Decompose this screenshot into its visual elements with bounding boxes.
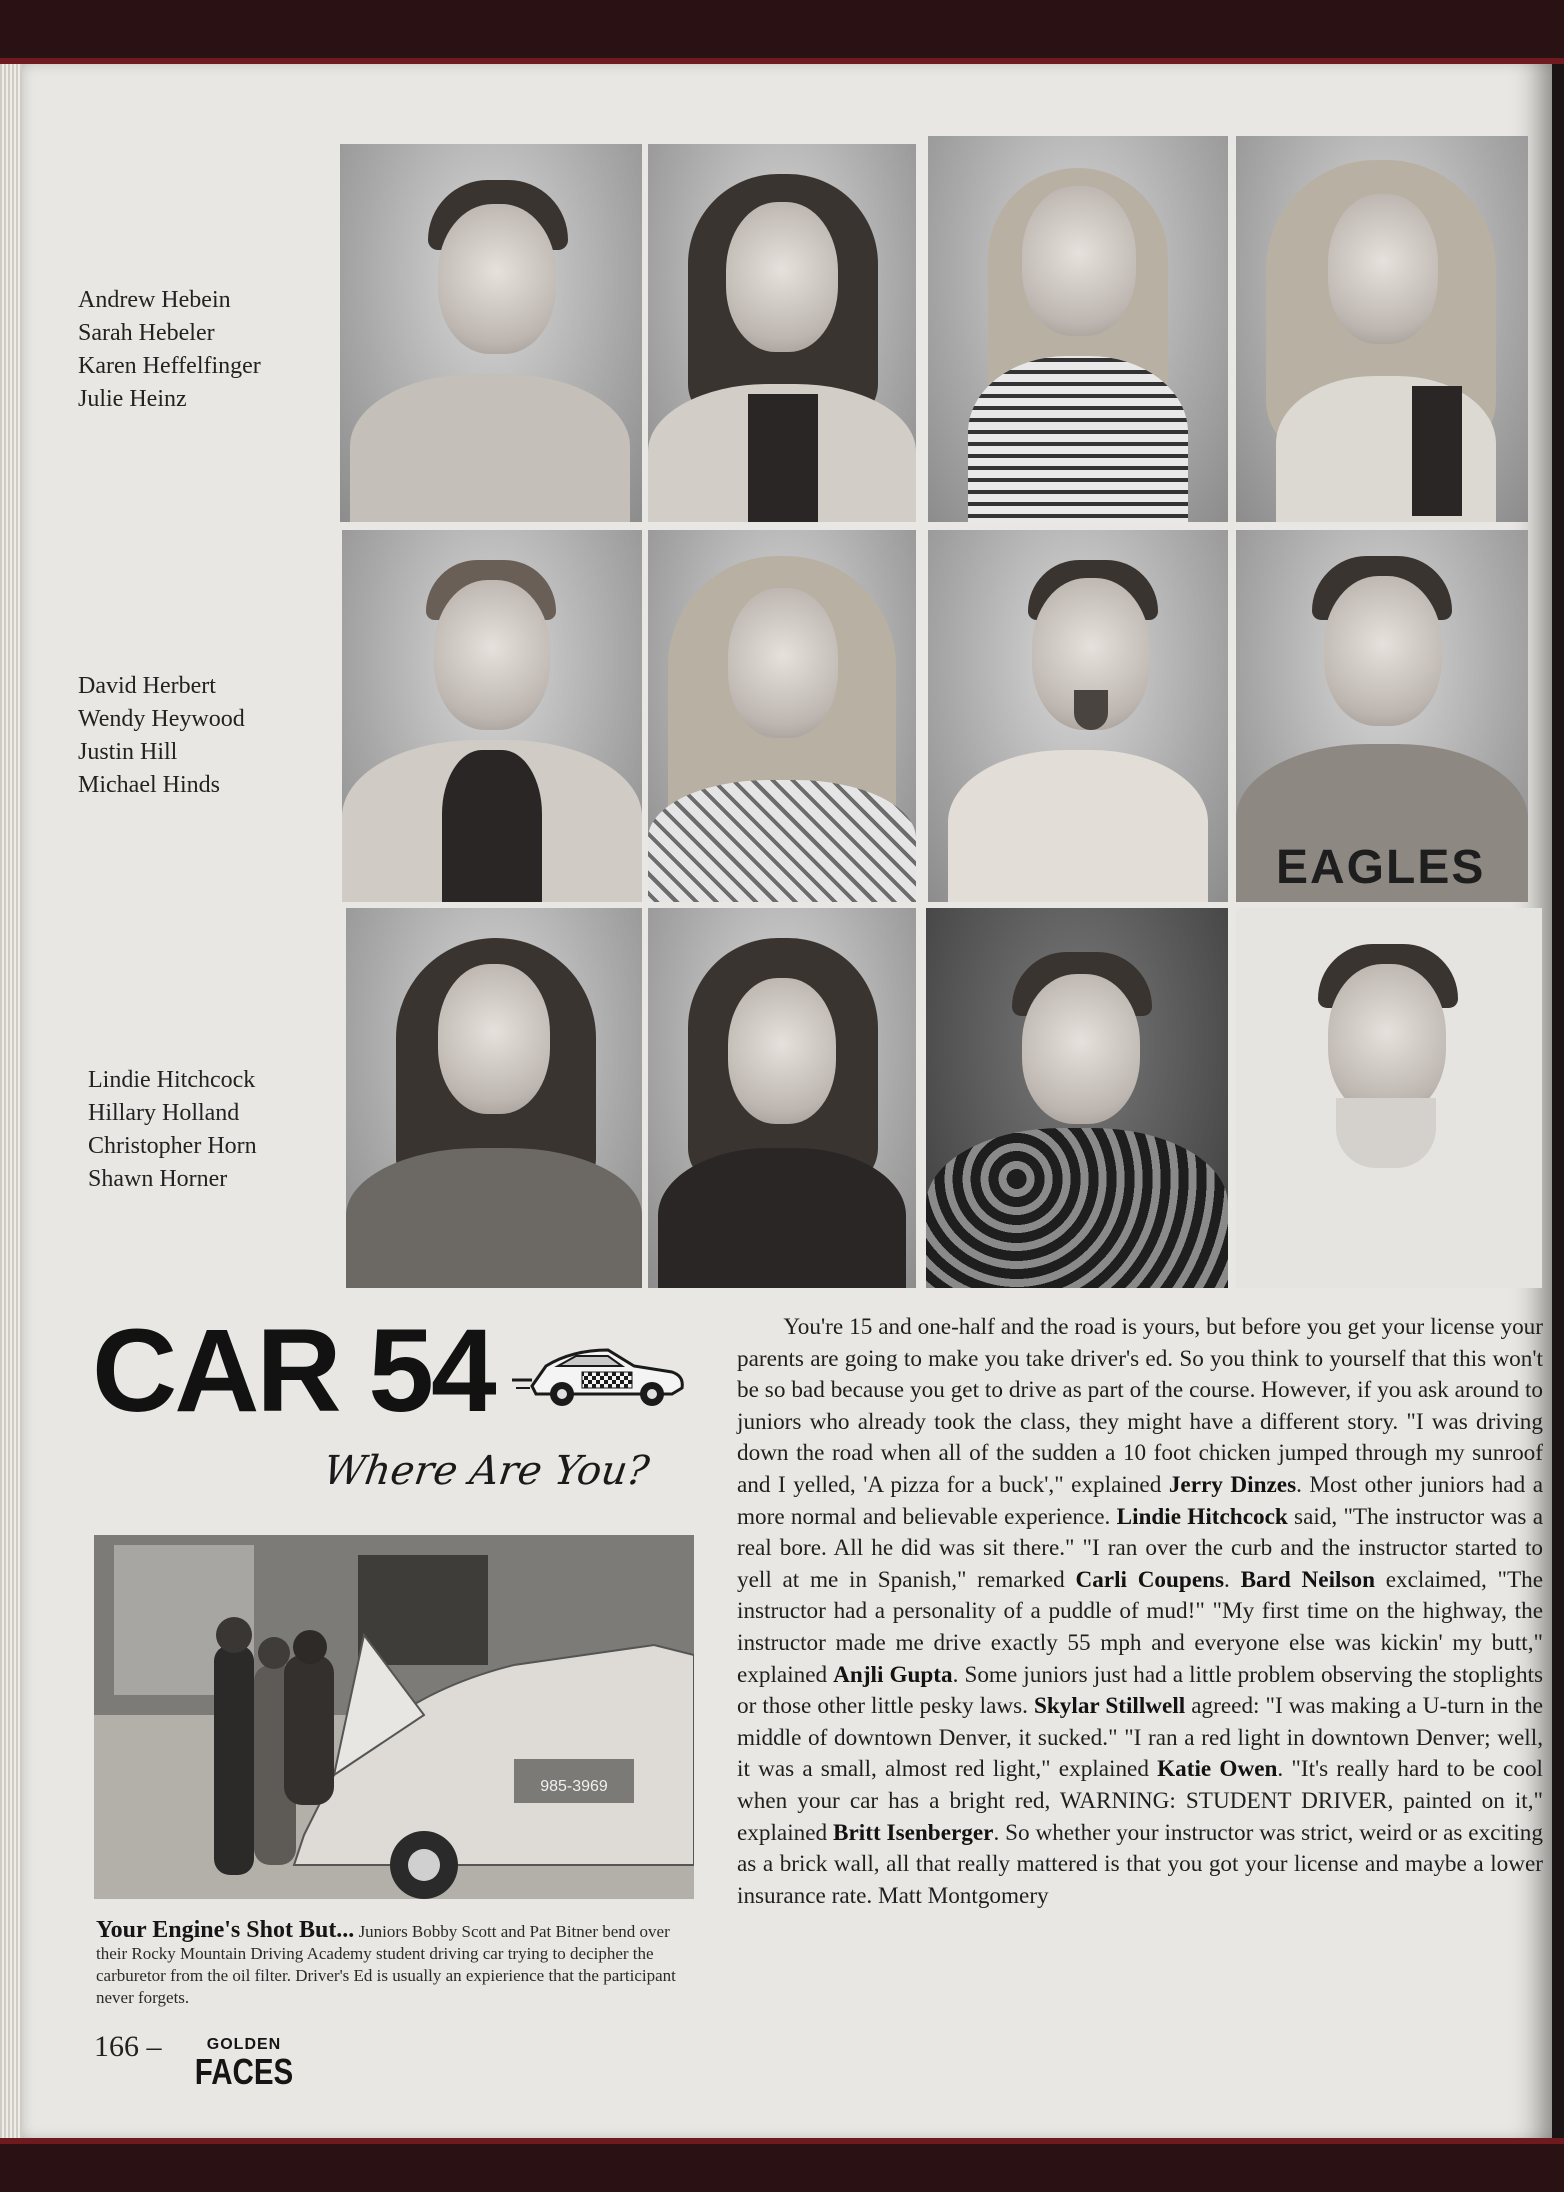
- student-name: Julie Heinz: [78, 386, 187, 412]
- portrait-wendy-heywood: [648, 530, 916, 902]
- name-list-row-2: [78, 670, 245, 802]
- driving-school-photo: [94, 1535, 694, 1899]
- story-text: . Some juniors just had a little problem observing the stoplights or those other little pesky laws.: [737, 1661, 1544, 1720]
- student-name: Justin Hill: [78, 739, 178, 765]
- quoted-student-name: Anjli Gupta: [833, 1661, 953, 1688]
- student-name: Hillary Holland: [88, 1100, 240, 1126]
- story-text: said, "The instructor was a real bore. All he did was sit there." "I ran over the curb and the instructor started to yell at me in Spanish," remarked: [737, 1503, 1543, 1593]
- page-edge-stack: [0, 64, 22, 2138]
- portrait-sarah-hebeler: [648, 144, 916, 522]
- story-text: . Most other juniors had a more normal and believable experience.: [737, 1471, 1543, 1530]
- book-cover-bottom: [0, 2138, 1564, 2192]
- portrait-karen-heffelfinger: [928, 136, 1228, 522]
- portrait-julie-heinz: [1236, 136, 1528, 522]
- student-name: Karen Heffelfinger: [78, 353, 261, 379]
- car-phone-number: 985-3969: [540, 1778, 608, 1795]
- story-text: exclaimed, "The instructor had a personality of a puddle of mud!" "My first time on the highway, the instructor made me drive exactly 55 mph and everyone else was kickin' my butt," explained: [737, 1566, 1544, 1688]
- student-name: Christopher Horn: [88, 1133, 257, 1159]
- student-name: Lindie Hitchcock: [88, 1067, 256, 1093]
- portrait-shawn-horner: [1236, 908, 1542, 1288]
- caption-text: Juniors Bobby Scott and Pat Bitner bend over their Rocky Mountain Driving Academy student driving car trying to decipher the carburetor from the oil filter. Driver's Ed is usually an expierience that the participant never forgets.: [96, 1922, 676, 2007]
- feature-headline: CAR 54: [92, 1305, 494, 1437]
- section-logo: [184, 2036, 304, 2090]
- story-text: .: [1224, 1566, 1241, 1593]
- quoted-student-name: Britt Isenberger: [833, 1819, 994, 1846]
- student-name: Wendy Heywood: [78, 706, 245, 732]
- portrait-justin-hill: [928, 530, 1228, 902]
- portrait-david-herbert: [342, 530, 642, 902]
- story-text: You're 15 and one-half and the road is yours, but before you get your license your parents are going to make you take driver's ed. So you think to yourself that this won't be so bad because you get to drive as part of the course. However, if you ask around to juniors who already took the class, they might have a different story. "I was driving down the road when all of the sudden a 10 foot chicken jumped through my sunroof and I yelled, 'A pizza for a buck'," explained: [737, 1314, 1543, 1498]
- name-list-row-1: [78, 284, 261, 416]
- quoted-student-name: Bard Neilson: [1240, 1566, 1375, 1593]
- book-cover-top: [0, 0, 1564, 64]
- story-text: . "It's really hard to be cool when your car has a bright red, WARNING: STUDENT DRIVER, painted on it," explained: [737, 1756, 1543, 1846]
- student-name: Michael Hinds: [78, 772, 220, 798]
- feature-story: [737, 1312, 1543, 1912]
- quoted-student-name: Jerry Dinzes: [1168, 1471, 1297, 1498]
- student-name: Sarah Hebeler: [78, 320, 215, 346]
- section-logo-top: GOLDEN: [206, 2036, 282, 2053]
- driving-school-scene: [94, 1535, 694, 1899]
- student-name: David Herbert: [78, 673, 216, 699]
- student-name: Shawn Horner: [88, 1166, 228, 1192]
- page-number: 166 –: [94, 2030, 162, 2063]
- story-text: agreed: "I was making a U-turn in the middle of downtown Denver, it sucked." "I ran a red light in downtown Denver; well, it was a small, almost red light," explained: [737, 1693, 1543, 1783]
- feature-tagline: Where Are You?: [320, 1448, 652, 1494]
- quoted-student-name: Carli Coupens: [1075, 1566, 1225, 1593]
- sports-car-icon: [512, 1336, 692, 1416]
- photo-caption: [96, 1919, 696, 2009]
- student-name: Andrew Hebein: [78, 287, 231, 313]
- caption-lead: Your Engine's Shot But...: [96, 1917, 355, 1943]
- quoted-student-name: Katie Owen: [1157, 1756, 1278, 1783]
- portrait-michael-hinds: [1236, 530, 1528, 902]
- quoted-student-name: Lindie Hitchcock: [1116, 1503, 1288, 1530]
- story-text: . So whether your instructor was strict, weird or as exciting as a brick wall, all that really mattered is that you got your license and maybe a lower insurance rate. Matt Montgomery: [737, 1819, 1543, 1909]
- quoted-student-name: Skylar Stillwell: [1034, 1693, 1186, 1720]
- section-logo-bottom: FACES: [194, 2051, 294, 2092]
- portrait-andrew-hebein: [340, 144, 642, 522]
- portrait-lindie-hitchcock: [346, 908, 642, 1288]
- portrait-christopher-horn: [926, 908, 1228, 1288]
- portrait-hillary-holland: [648, 908, 916, 1288]
- name-list-row-3: [88, 1064, 257, 1196]
- shirt-lettering: EAGLES: [1276, 841, 1486, 894]
